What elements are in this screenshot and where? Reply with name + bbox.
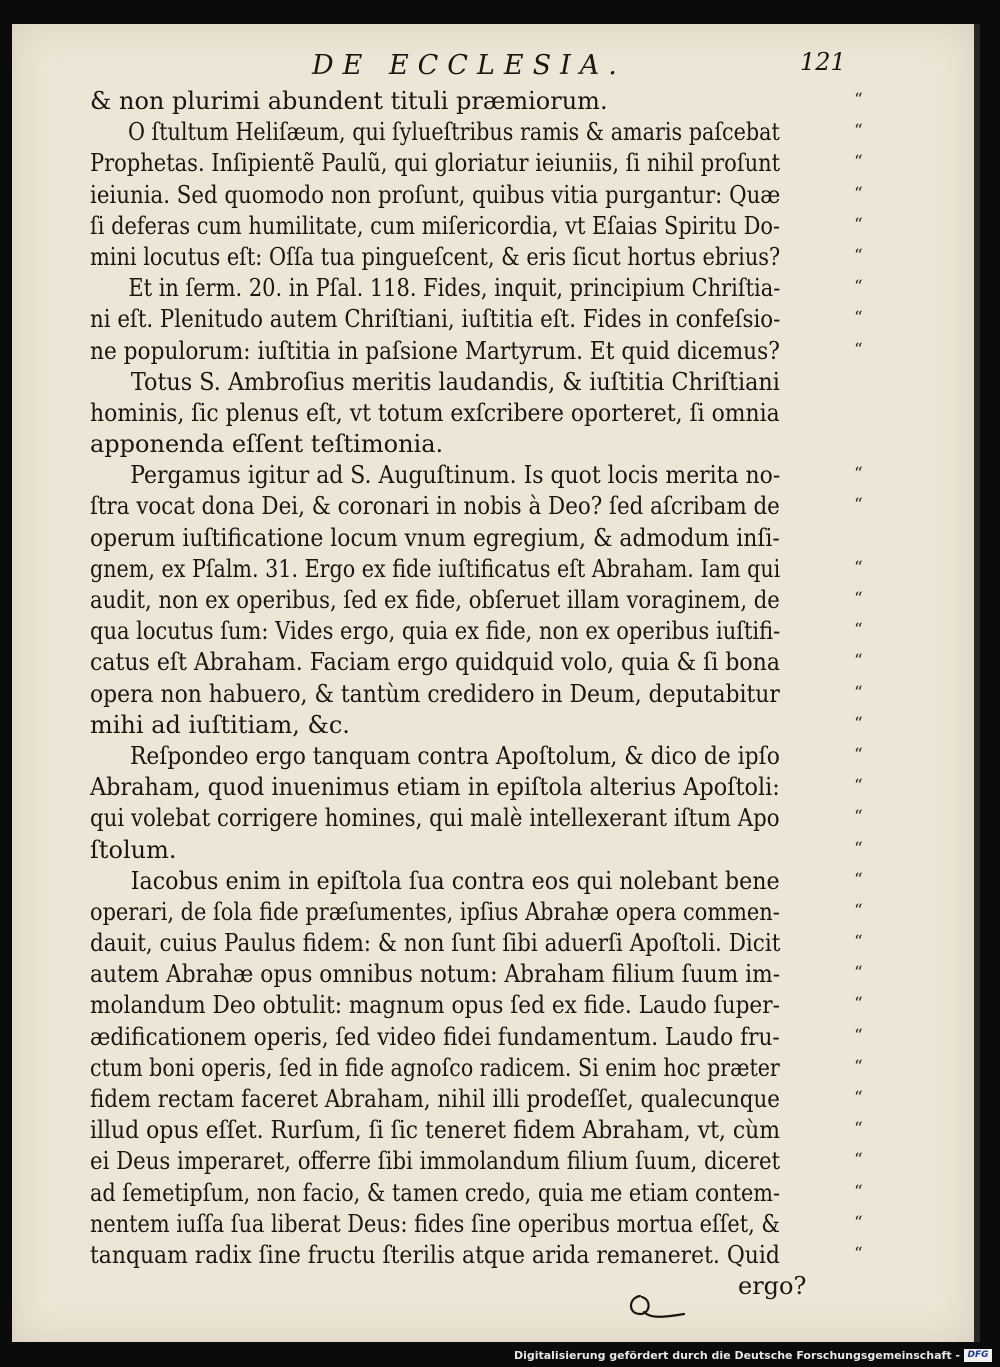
text-line [90, 928, 863, 959]
line-text: & non plurimi abundent tituli præmiorum. [90, 87, 608, 115]
text-line [90, 1115, 863, 1146]
text-line [90, 429, 838, 460]
line-text: autem Abrahæ opus omnibus notum: Abraham filium ſuum im- [90, 960, 781, 989]
marginal-quote-mark: “ [854, 121, 863, 142]
marginal-quote-mark: “ [854, 776, 863, 797]
text-line [90, 710, 863, 741]
text-line [90, 491, 863, 522]
marginal-quote-mark: “ [854, 1025, 863, 1046]
text-line [90, 1053, 863, 1084]
line-text: Pergamus igitur ad S. Auguſtinum. Is quot locis merita no- [130, 461, 781, 490]
marginal-quote-mark: “ [854, 869, 863, 890]
text-line [90, 523, 838, 554]
marginal-quote-mark: “ [854, 214, 863, 235]
marginal-quote-mark: “ [854, 1056, 863, 1077]
marginal-quote-mark: “ [854, 90, 863, 110]
text-line [90, 336, 863, 367]
line-text: ctum boni operis, ſed in fide agnoſco radicem. Si enim hoc præter [90, 1053, 780, 1082]
marginal-quote-mark: “ [854, 589, 863, 609]
text-line [90, 1240, 863, 1271]
marginal-quote-mark: “ [854, 1150, 863, 1171]
line-text: Reſpondeo ergo tanquam contra Apoſtolum, & dico de ipſo [129, 741, 780, 770]
marginal-quote-mark: “ [854, 900, 863, 921]
line-text: Totus S. Ambroſius meritis laudandis, & iuſtitia Chriſtiani [130, 367, 780, 396]
text-line [90, 679, 863, 710]
line-text: gnem, ex Pſalm. 31. Ergo ex fide iuſtificatus eſt Abraham. Iam qui [90, 554, 781, 583]
line-text: ad ſemetipſum, non facio, & tamen credo, quia me etiam contem- [90, 1178, 781, 1207]
text-line [90, 959, 863, 990]
line-text: illud opus eſſet. Rurſum, ſi ſic teneret fidem Abraham, vt, cùm [90, 1116, 780, 1145]
marginal-quote-mark: “ [854, 245, 863, 266]
text-line [90, 273, 863, 304]
text-line [90, 647, 863, 678]
marginal-quote-mark: “ [854, 152, 863, 173]
text-line [90, 367, 838, 398]
marginal-quote-mark: “ [854, 464, 863, 485]
marginal-quote-mark: “ [854, 1088, 863, 1108]
text-line [90, 180, 863, 211]
running-head [12, 48, 974, 88]
catchword: ergo? [738, 1272, 807, 1300]
text-line [90, 803, 863, 834]
text-line [90, 1084, 863, 1115]
text-line [90, 554, 863, 585]
marginal-quote-mark: “ [854, 807, 863, 828]
marginal-quote-mark: “ [854, 651, 863, 672]
marginal-quote-mark: “ [854, 277, 863, 298]
line-text: fidem rectam faceret Abraham, nihil illi prodeſſet, qualecunque [90, 1085, 780, 1113]
line-text: nentem iuſſa ſua liberat Deus: fides ſine operibus mortua eſſet, & [90, 1209, 780, 1238]
text-line [90, 897, 863, 928]
marginal-quote-mark: “ [854, 1243, 863, 1264]
dfg-logo: DFG [964, 1349, 992, 1362]
text-line [90, 117, 863, 148]
text-line [90, 741, 863, 772]
funding-credit: Digitalisierung gefördert durch die Deutsche Forschungsgemeinschaft - [513, 1349, 960, 1362]
body-text [90, 86, 863, 1271]
line-text: qua locutus ſum: Vides ergo, quia ex fide, non ex operibus iuſtifi- [90, 617, 781, 646]
marginal-quote-mark: “ [854, 308, 863, 329]
marginal-quote-mark: “ [854, 682, 863, 703]
line-text: ieiunia. Sed quomodo non proſunt, quibus vitia purgantur: Quæ [90, 180, 781, 209]
marginal-quote-mark: “ [854, 1181, 863, 1202]
marginal-quote-mark: “ [854, 620, 863, 641]
digitization-footer [0, 1346, 1000, 1367]
text-line [90, 304, 863, 335]
marginal-quote-mark: “ [854, 744, 863, 765]
line-text: opera non habuero, & tantùm credidero in Deum, deputabitur [90, 679, 780, 708]
text-line [90, 616, 863, 647]
signature-flourish [626, 1292, 686, 1322]
text-line [90, 866, 863, 897]
marginal-quote-mark: “ [854, 963, 863, 984]
line-text: operum iuſtificatione locum vnum egregium, & admodum inſi- [90, 523, 780, 552]
text-line [90, 835, 863, 866]
line-text: ne populorum: iuſtitia in paſsione Martyrum. Et quid dicemus? [90, 336, 780, 365]
marginal-quote-mark: “ [854, 183, 863, 204]
line-text: ſtra vocat dona Dei, & coronari in nobis à Deo? ſed aſcribam de [90, 492, 780, 521]
text-line [90, 211, 863, 242]
line-text: ei Deus imperaret, offerre ſibi immolandum filium ſuum, diceret [90, 1147, 781, 1176]
text-line [90, 1178, 863, 1209]
line-text: dauit, cuius Paulus fidem: & non ſunt ſibi aduerſi Apoſtoli. Dicit [90, 929, 781, 958]
line-text: qui volebat corrigere homines, qui malè intellexerant iſtum Apo [90, 804, 780, 833]
marginal-quote-mark: “ [854, 838, 863, 859]
line-text: O ſtultum Heliſæum, qui ſylueſtribus ramis & amaris paſcebat [127, 118, 780, 147]
line-text: ſtolum. [90, 835, 177, 864]
book-page [12, 24, 974, 1342]
line-text: molandum Deo obtulit: magnum opus ſed ex fide. Laudo ſuper- [90, 991, 780, 1020]
page-number: 121 [800, 48, 846, 76]
marginal-quote-mark: “ [854, 713, 863, 734]
text-line [90, 1209, 863, 1240]
text-line [90, 1146, 863, 1177]
text-line [90, 242, 863, 273]
line-text: Et in ſerm. 20. in Pſal. 118. Fides, inquit, principium Chriſtia- [128, 274, 781, 303]
line-text: hominis, ſic plenus eſt, vt totum exſcribere oporteret, ſi omnia [90, 398, 780, 427]
text-line [90, 148, 863, 179]
text-line [90, 398, 838, 429]
marginal-quote-mark: “ [854, 932, 863, 953]
line-text: catus eſt Abraham. Faciam ergo quidquid volo, quia & ſi bona [90, 648, 780, 677]
line-text: operari, de ſola fide præſumentes, ipſius Abrahæ opera commen- [90, 897, 780, 926]
line-text: audit, non ex operibus, ſed ex fide, obſeruet illam voraginem, de [90, 586, 780, 614]
marginal-quote-mark: “ [854, 557, 863, 578]
line-text: mihi ad iuſtitiam, &c. [90, 710, 350, 739]
marginal-quote-mark: “ [854, 495, 863, 516]
marginal-quote-mark: “ [854, 339, 863, 360]
line-text: Prophetas. Inſipientẽ Paulũ, qui gloriatur ieiuniis, ſi nihil proſunt [90, 149, 781, 178]
text-line [90, 460, 863, 491]
line-text: mini locutus eſt: Oſſa tua pingueſcent, & eris ſicut hortus ebrius? [90, 242, 781, 271]
line-text: ni eſt. Plenitudo autem Chriſtiani, iuſtitia eſt. Fides in confeſsio- [90, 305, 781, 334]
running-head-title: DE ECCLESIA. [312, 50, 626, 81]
line-text: Abraham, quod inuenimus etiam in epiſtola alterius Apoſtoli: [90, 773, 780, 802]
page-edge [974, 24, 980, 1342]
text-line [90, 585, 863, 616]
marginal-quote-mark: “ [854, 994, 863, 1015]
text-line [90, 86, 863, 117]
marginal-quote-mark: “ [854, 1212, 863, 1233]
marginal-quote-mark: “ [854, 1119, 863, 1140]
line-text: Iacobus enim in epiſtola ſua contra eos qui nolebant bene [130, 866, 780, 895]
line-text: tanquam radix ſine fructu ſterilis atque arida remaneret. Quid [90, 1240, 780, 1269]
line-text: apponenda eſſent teſtimonia. [90, 430, 444, 459]
text-line [90, 990, 863, 1021]
line-text: ſi deferas cum humilitate, cum miſericordia, vt Eſaias Spiritu Do- [90, 211, 780, 240]
line-text: ædificationem operis, ſed video fidei fundamentum. Laudo fru- [90, 1022, 780, 1051]
text-line [90, 772, 863, 803]
text-line [90, 1022, 863, 1053]
